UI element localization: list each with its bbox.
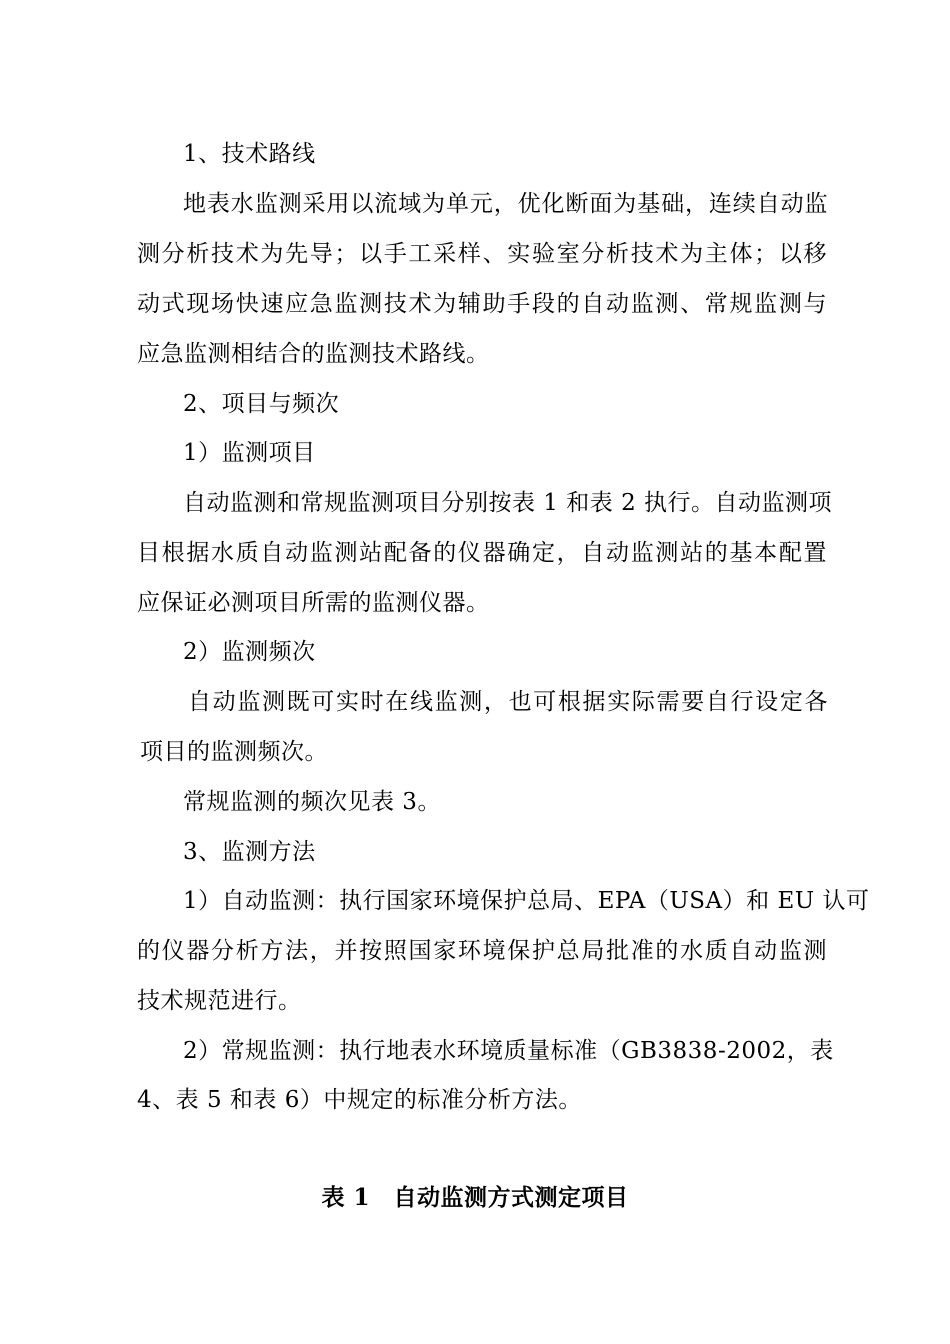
paragraph-line: 目根据水质自动监测站配备的仪器确定，自动监测站的基本配置: [137, 540, 827, 566]
table-caption: 表 1 自动监测方式测定项目: [321, 1184, 629, 1211]
paragraph-line: 项目的监测频次。: [140, 739, 328, 765]
heading-monitoring-methods: 3、监测方法: [183, 839, 316, 865]
paragraph-line: 1）自动监测：执行国家环境保护总局、EPA（USA）和 EU 认可: [183, 888, 870, 914]
paragraph-line: 技术规范进行。: [137, 988, 302, 1014]
paragraph-line: 测分析技术为先导；以手工采样、实验室分析技术为主体；以移: [137, 241, 827, 267]
paragraph-line: 应急监测相结合的监测技术路线。: [137, 341, 490, 367]
paragraph-line: 的仪器分析方法，并按照国家环境保护总局批准的水质自动监测: [137, 938, 827, 964]
paragraph-line: 自动监测和常规监测项目分别按表 1 和表 2 执行。自动监测项: [183, 490, 833, 516]
paragraph-line: 4、表 5 和表 6）中规定的标准分析方法。: [137, 1087, 582, 1113]
paragraph-line: 地表水监测采用以流域为单元，优化断面为基础，连续自动监: [183, 191, 828, 217]
paragraph-line: 应保证必测项目所需的监测仪器。: [137, 590, 490, 616]
paragraph-line: 动式现场快速应急监测技术为辅助手段的自动监测、常规监测与: [137, 291, 827, 317]
paragraph-line: 2）常规监测：执行地表水环境质量标准（GB3838-2002，表: [183, 1038, 834, 1064]
paragraph-line: 自动监测既可实时在线监测，也可根据实际需要自行设定各: [188, 689, 828, 715]
subheading-monitoring-items: 1）监测项目: [183, 440, 316, 466]
heading-technical-route: 1、技术路线: [183, 141, 316, 167]
heading-items-frequency: 2、项目与频次: [183, 391, 340, 417]
paragraph-line: 常规监测的频次见表 3。: [183, 789, 441, 815]
subheading-monitoring-frequency: 2）监测频次: [183, 639, 316, 665]
